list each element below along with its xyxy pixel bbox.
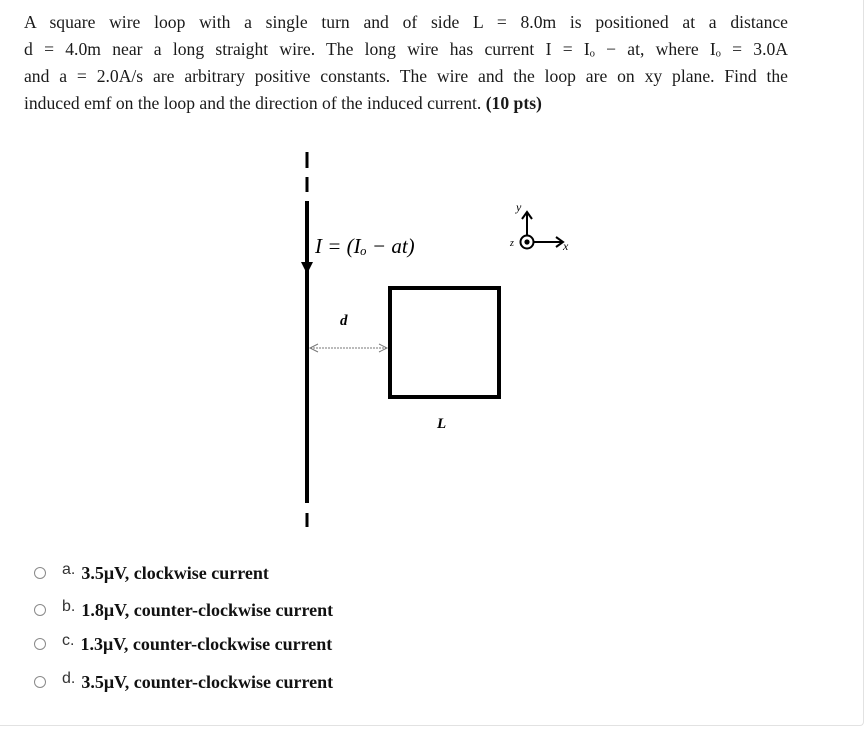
option-d-radio[interactable] — [34, 676, 46, 688]
option-d[interactable] — [34, 669, 454, 695]
current-label: I = (Iₒ − at) — [315, 234, 415, 258]
option-d-letter: d. — [62, 670, 76, 687]
question-line-3: and a = 2.0A/s are arbitrary positive constants. The wire and the loop are on xy plane. Find the — [24, 66, 788, 86]
option-c[interactable] — [34, 631, 454, 657]
question-line-4-text: induced emf on the loop and the direction of the induced current. — [24, 93, 482, 113]
option-c-text: 1.3μV, counter-clockwise current — [80, 633, 333, 654]
axis-y-label: y — [516, 200, 522, 214]
option-a-radio[interactable] — [34, 567, 46, 579]
option-b-letter: b. — [62, 598, 76, 615]
option-b-radio[interactable] — [34, 604, 46, 616]
option-a[interactable] — [34, 560, 454, 586]
option-c-letter: c. — [62, 632, 75, 649]
distance-label: d — [340, 313, 348, 329]
question-line-2: d = 4.0m near a long straight wire. The long wire has current I = Iₒ − at, where Iₒ = 3.0A — [24, 39, 788, 59]
current-arrow-icon — [301, 262, 313, 274]
side-label: L — [437, 416, 447, 432]
option-a-text: 3.5μV, clockwise current — [81, 562, 269, 583]
option-b[interactable] — [34, 597, 454, 623]
points-label: (10 pts) — [485, 93, 542, 113]
option-b-text: 1.8μV, counter-clockwise current — [81, 599, 334, 620]
axis-x-label: x — [563, 239, 569, 253]
question-line-1: A square wire loop with a single turn and of side L = 8.0m is positioned at a distance — [24, 12, 788, 32]
option-d-text: 3.5μV, counter-clockwise current — [81, 671, 334, 692]
axis-z-label: z — [510, 238, 514, 249]
square-loop — [390, 288, 499, 397]
option-a-letter: a. — [62, 561, 76, 578]
option-c-radio[interactable] — [34, 638, 46, 650]
axes-icon — [521, 212, 564, 249]
